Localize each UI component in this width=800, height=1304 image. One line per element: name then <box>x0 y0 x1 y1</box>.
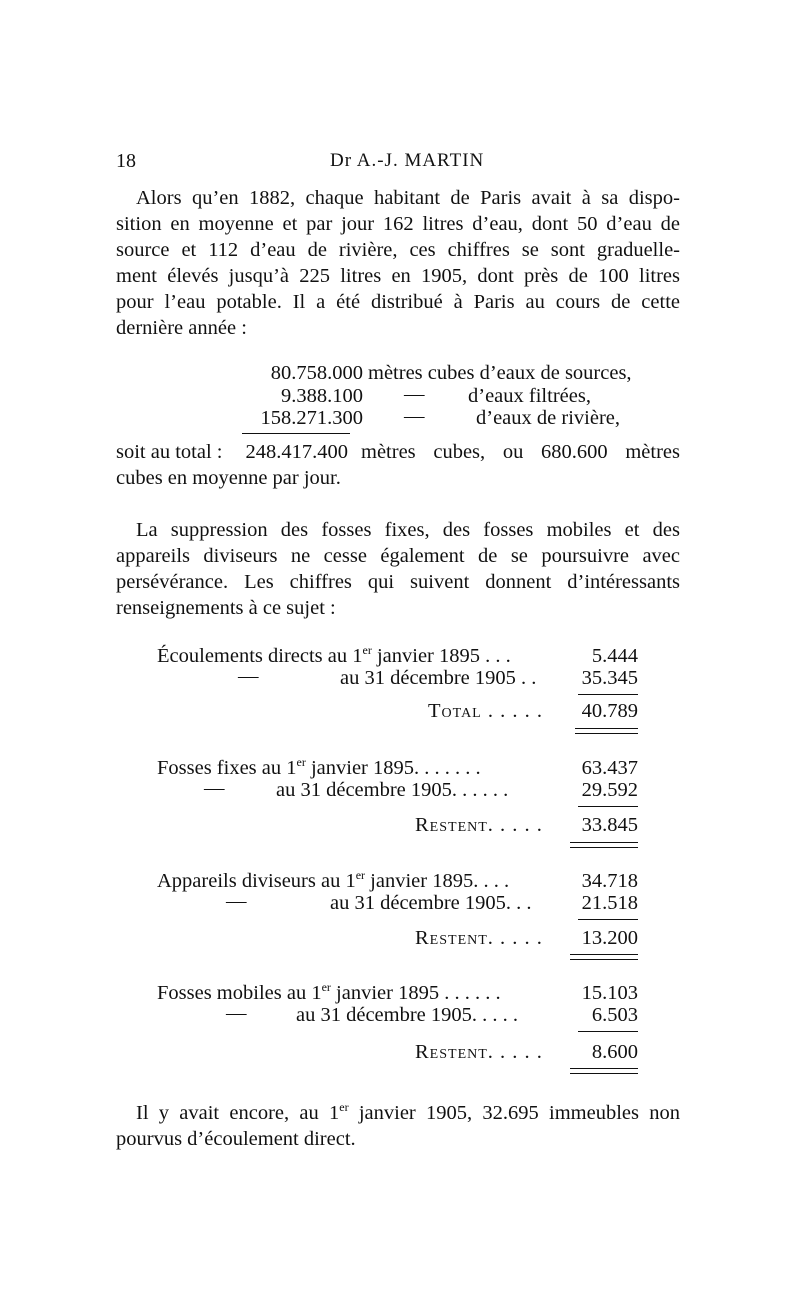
table-row-label: Fosses fixes au 1er janvier 1895. . . . . . . <box>157 755 481 779</box>
remaining-label: Restent. . . . . <box>415 927 543 949</box>
table-row-value: 34.718 <box>581 870 638 892</box>
sum-rule <box>242 433 350 434</box>
table-row-label: au 31 décembre 1905. . . <box>330 892 532 914</box>
table-row-label: Fosses mobiles au 1er janvier 1895 . . . . . . <box>157 980 501 1004</box>
remaining-label: Restent. . . . . <box>415 1041 543 1063</box>
total-label: Total . . . . . <box>428 700 543 722</box>
text-line: La suppression des fosses fixes, des fosses mobiles et des <box>136 519 680 541</box>
ditto-dash: — <box>226 1002 247 1024</box>
double-rule <box>575 728 638 734</box>
table-row-label: au 31 décembre 1905 . . <box>340 667 537 689</box>
table-row-value: 5.444 <box>591 645 638 667</box>
table-row-label: Appareils diviseurs au 1er janvier 1895. . . . <box>157 868 510 892</box>
ditto-dash: — <box>226 890 247 912</box>
ditto-dash: — <box>238 665 259 687</box>
page-number: 18 <box>116 150 136 172</box>
double-rule <box>570 954 638 960</box>
water-value-river: 158.271.300 <box>260 407 363 429</box>
text-line: pourvus d’écoulement direct. <box>116 1128 356 1150</box>
table-row-value: 63.437 <box>581 757 638 779</box>
table-row-label: au 31 décembre 1905. . . . . . <box>276 779 509 801</box>
total-prefix: soit au total : <box>116 441 223 463</box>
sum-rule <box>578 694 638 695</box>
total-suffix: mètres cubes, ou 680.600 mètres <box>361 441 680 463</box>
remaining-label: Restent. . . . . <box>415 814 543 836</box>
text-line: dernière année : <box>116 317 247 339</box>
table-row-value: 6.503 <box>591 1004 638 1026</box>
total-value: 40.789 <box>581 700 638 722</box>
total-line-2: cubes en moyenne par jour. <box>116 467 341 489</box>
water-value-sources: 80.758.000 <box>270 362 363 384</box>
water-label-sources: mètres cubes d’eaux de sources, <box>368 362 632 384</box>
table-row-value: 29.592 <box>581 779 638 801</box>
total-value: 248.417.400 <box>245 441 348 463</box>
paragraph-water-supply <box>116 185 680 341</box>
sum-rule <box>578 806 638 807</box>
text-line: Alors qu’en 1882, chaque habitant de Paris avait à sa dispo- <box>136 187 680 209</box>
remaining-value: 13.200 <box>581 927 638 949</box>
text-line: sition en moyenne et par jour 162 litres d’eau, dont 50 d’eau de <box>116 213 680 235</box>
text-line: ment élevés jusqu’à 225 litres en 1905, dont près de 100 litres <box>116 265 680 287</box>
ditto-dash: — <box>204 777 225 799</box>
paragraph-final <box>116 1100 680 1152</box>
sum-rule <box>578 1031 638 1032</box>
water-value-filtered: 9.388.100 <box>281 385 363 407</box>
double-rule <box>570 1068 638 1074</box>
ditto-dash: — <box>404 405 425 427</box>
table-row-value: 15.103 <box>581 982 638 1004</box>
table-row-label: au 31 décembre 1905. . . . . <box>296 1004 519 1026</box>
remaining-value: 8.600 <box>591 1041 638 1063</box>
text-line: source et 112 d’eau de rivière, ces chiffres se sont graduelle- <box>116 239 680 261</box>
table-row-value: 35.345 <box>581 667 638 689</box>
ditto-dash: — <box>404 383 425 405</box>
double-rule <box>570 842 638 848</box>
text-line: renseignements à ce sujet : <box>116 597 336 619</box>
running-head-author: Dr A.-J. MARTIN <box>330 150 485 171</box>
table-row-value: 21.518 <box>581 892 638 914</box>
text-line: persévérance. Les chiffres qui suivent donnent d’intéressants <box>116 571 680 593</box>
text-line: pour l’eau potable. Il a été distribué à Paris au cours de cette <box>116 291 680 313</box>
text-line: appareils diviseurs ne cesse également de se poursuivre avec <box>116 545 680 567</box>
remaining-value: 33.845 <box>581 814 638 836</box>
water-label-river: d’eaux de rivière, <box>476 407 620 429</box>
sum-rule <box>578 919 638 920</box>
paragraph-cesspits <box>116 517 680 621</box>
water-label-filtered: d’eaux filtrées, <box>468 385 591 407</box>
text-line: Il y avait encore, au 1er janvier 1905, 32.695 immeubles non <box>136 1100 680 1124</box>
table-row-label: Écoulements directs au 1er janvier 1895 . . . <box>157 643 511 667</box>
